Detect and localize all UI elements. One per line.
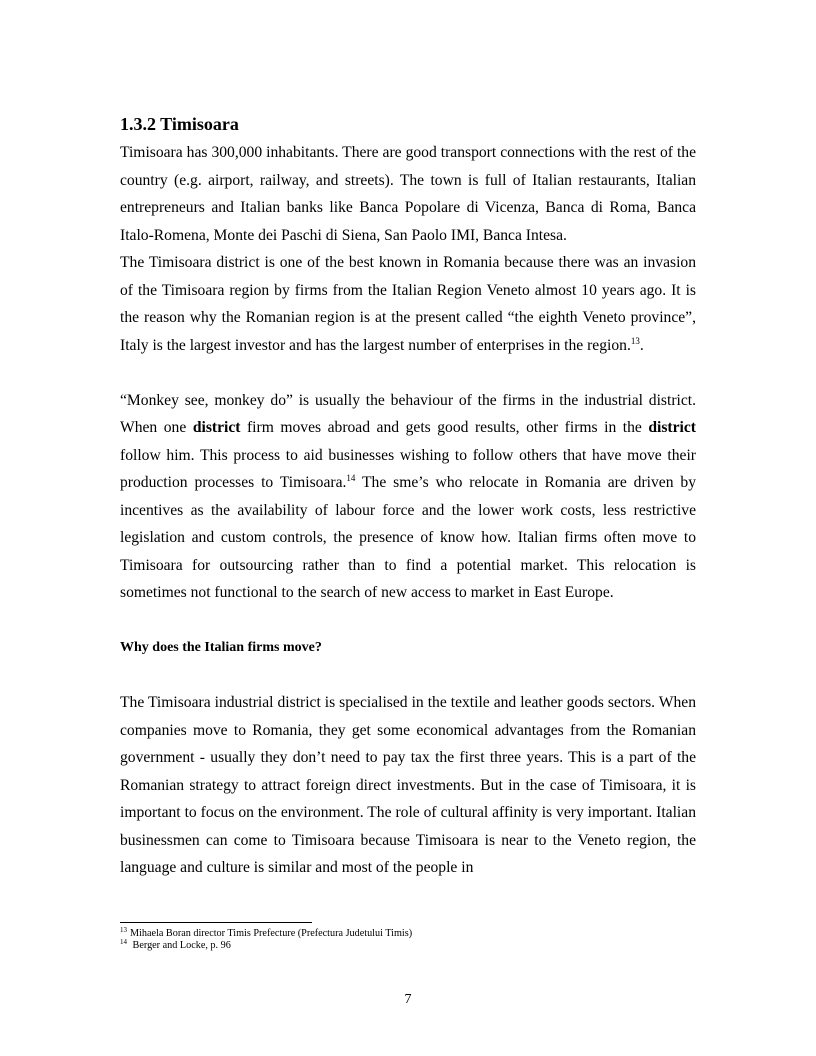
- footnote-text: Berger and Locke, p. 96: [130, 940, 231, 951]
- paragraph-district-end: .: [639, 336, 644, 354]
- footnote-text: Mihaela Boran director Timis Prefecture (Prefectura Judetului Timis): [130, 928, 413, 939]
- paragraph-intro: Timisoara has 300,000 inhabitants. There are good transport connections with the rest of the country (e.g. airport, railway, and streets). The town is full of Italian restaurants, Italian entrepreneurs and Italian banks like Banca Popolare di Vicenza, Banca di Roma, Banca Italo-Romena, Monte dei Paschi di Siena, San Paolo IMI, Banca Intesa.: [120, 144, 696, 244]
- paragraph-monkey-see-part2: firm moves abroad and gets good results, other firms in the: [240, 419, 649, 436]
- paragraph-monkey-see-part3: follow him. This process to aid businesses wishing to follow others that have move their production processes to Timisoara.: [120, 446, 696, 491]
- bold-term-district: district: [648, 419, 696, 436]
- footnote-ref-14[interactable]: 14: [346, 473, 356, 483]
- footnote-ref-13[interactable]: 13: [630, 335, 640, 346]
- subheading: Why does the Italian firms move?: [120, 640, 322, 655]
- footnote-13: [120, 928, 696, 940]
- footnote-number: 14: [120, 938, 127, 946]
- paragraph-textile-sector: The Timisoara industrial district is specialised in the textile and leather goods sectors. When companies move to Romania, they get some economical advantages from the Romanian government - usually they don’t need to pay tax the first three years. This is a part of the Romanian strategy to attract foreign direct investments. But in the case of Timisoara, it is important to focus on the environment. The role of cultural affinity is very important. Italian businessmen can come to Timisoara because Timisoara is near to the Veneto region, the language and culture is similar and most of the people in: [120, 694, 696, 876]
- footnote-divider: [120, 922, 312, 923]
- page-number: 7: [404, 992, 412, 1007]
- footnote-14: [120, 940, 696, 952]
- footnote-number: 13: [120, 926, 127, 934]
- footnotes: [120, 922, 696, 952]
- paragraph-monkey-see: [120, 387, 696, 607]
- paragraph-district-text: The Timisoara district is one of the best known in Romania because there was an invasion of the Timisoara region by firms from the Italian Region Veneto almost 10 years ago. It is the reason why the Romanian region is at the present called “the eighth Veneto province”, Italy is the largest investor and has the largest number of enterprises in the region.: [120, 254, 696, 354]
- paragraph-district: [120, 249, 696, 359]
- paragraph-monkey-see-part4: The sme’s who relocate in Romania are driven by incentives as the availability of labour force and the lower work costs, less restrictive legislation and custom controls, the presence of know how. Italian firms often move to Timisoara for outsourcing rather than to find a potential market. This relocation is sometimes not functional to the search of new access to market in East Europe.: [120, 474, 696, 601]
- section-heading: 1.3.2 Timisoara: [120, 114, 239, 134]
- bold-term-district: district: [192, 419, 241, 436]
- paragraph-monkey-see-part1: “Monkey see, monkey do” is usually the behaviour of the firms in the industrial district. When one: [120, 391, 696, 436]
- page-content: [120, 112, 696, 882]
